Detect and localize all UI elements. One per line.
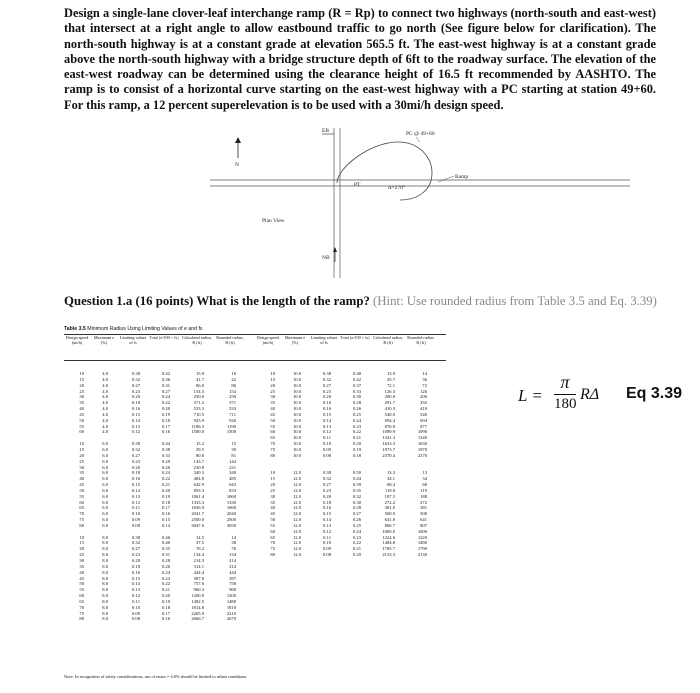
table-caption-title: Minimum Radius Using Limiting Values of e and fs <box>85 326 203 332</box>
ramp-pointer-line <box>438 176 454 182</box>
left-col-speed: 10 15 20 25 30 35 40 45 50 55 60 10 15 20 25 30 35 40 45 50 55 60 65 70 75 80 10 15 20 25 30 35 40 45 50 55 60 65 70 75 80 <box>79 371 84 622</box>
left-col-fs: 0.38 0.32 0.27 0.23 0.20 0.18 0.16 0.15 0.14 0.13 0.12 0.38 0.32 0.27 0.23 0.20 0.18 0.16 0.15 0.14 0.13 0.12 0.11 0.10 0.09 0.08 0.38 0.32 0.27 0.23 0.20 0.18 0.16 0.15 0.14 0.13 0.12 0.11 0.10 0.09 0.08 <box>131 371 140 622</box>
header-rounded-radius-2: Rounded radius, R (ft) <box>407 335 435 345</box>
header-total-2: Total (e/100 + fs) <box>340 335 370 340</box>
equation-3-39 <box>518 372 683 422</box>
question-heading <box>64 294 657 309</box>
north-label: N <box>235 162 239 168</box>
formula-pi: π <box>560 372 570 392</box>
ramp-label: Ramp <box>455 174 469 180</box>
header-limiting-fs: Limiting values of fs <box>119 335 147 345</box>
formula-lhs: L = <box>518 386 543 405</box>
table-3-5 <box>64 326 446 686</box>
left-col-calc: 15.9 41.7 86.0 154.3 250.0 371.2 533.3 710.5 925.9 1186.3 1500.0 15.2 39.5 80.8 143.7 230.8 340.3 484.8 642.9 833.3 1061.4 1333.3 1656.9 2041.7 2500.0 3047.6 14.5 37.5 76.2 134.4 214.3 314.1 444.4 587.0 757.6 960.3 1200.0 1482.5 1814.8 2205.9 2666.7 <box>191 371 204 622</box>
left-col-e: 4.0 4.0 4.0 4.0 4.0 4.0 4.0 4.0 4.0 4.0 4.0 6.0 6.0 6.0 6.0 6.0 6.0 6.0 6.0 6.0 6.0 6.0 6.0 6.0 6.0 6.0 8.0 8.0 8.0 8.0 8.0 8.0 8.0 8.0 8.0 8.0 8.0 8.0 8.0 8.0 8.0 <box>102 371 108 622</box>
header-design-speed: Design speed (mi/h) <box>65 335 89 345</box>
table-header-row <box>64 335 446 360</box>
left-col-rounded: 16 42 86 154 250 371 533 711 926 1190 1500 15 39 81 144 231 340 485 643 833 1060 1330 1660 2040 2500 3050 14 38 76 134 214 314 444 587 758 960 1200 1480 1810 2210 2670 <box>226 371 236 622</box>
problem-statement: Design a single-lane clover-leaf interchange ramp (R = Rp) to connect two highways (north-south and east-west) that intersect at a right angle to allow eastbound traffic to go north (See figure below for clarification). The north-south highway is at a constant grade at elevation 565.5 ft. The east-west highway is at a constant grade above the north-south highway with a bridge structure depth of 6ft to the roadway surface. The elevation of the east-west roadway can be determined using the clearance height of 16.5 ft recommended by AASHTO. The ramp is to consist of a horizontal curve starting on the east-west highway with a PC starting at station 49+60. For this ramp, a 12 percent superelevation is to be used with a 30mi/h design speed. <box>64 6 656 112</box>
header-total: Total (e/100 + fs) <box>149 335 179 340</box>
ramp-curve <box>337 142 432 200</box>
plan-view-diagram <box>210 128 630 278</box>
nb-arrow-head-icon <box>333 247 337 252</box>
right-col-e: 10.0 10.0 10.0 10.0 10.0 10.0 10.0 10.0 10.0 10.0 10.0 10.0 10.0 10.0 10.0 12.0 12.0 12.0 12.0 12.0 12.0 12.0 12.0 12.0 12.0 12.0 12.0 12.0 12.0 12.0 <box>292 371 301 558</box>
header-limiting-fs-2: Limiting values of fs <box>310 335 338 345</box>
left-col-total: 0.42 0.36 0.31 0.27 0.24 0.22 0.20 0.19 0.18 0.17 0.16 0.44 0.38 0.33 0.29 0.26 0.24 0.22 0.21 0.20 0.19 0.18 0.17 0.16 0.15 0.14 0.46 0.40 0.35 0.31 0.28 0.26 0.24 0.23 0.22 0.21 0.20 0.19 0.18 0.17 0.16 <box>161 371 170 622</box>
question-label: Question 1.a (16 points) <box>64 294 194 308</box>
formula-fraction <box>554 372 576 413</box>
formula-rhs: RΔ <box>580 386 600 403</box>
header-calc-radius-2: Calculated radius, R (ft) <box>372 335 404 345</box>
header-rounded-radius: Rounded radius, R (ft) <box>216 335 244 345</box>
pt-label: PT <box>354 182 361 188</box>
eb-label: EB <box>322 128 330 134</box>
table-footnote: Note: In recognition of safety considerations, use of emax = 4.0% should be limited to urban conditions. <box>64 674 248 679</box>
table-caption-number: Table 3.5 <box>64 326 86 332</box>
question-text: What is the length of the ramp? <box>193 294 370 308</box>
plan-view-caption: Plan View <box>262 218 285 224</box>
table-caption <box>64 326 446 334</box>
north-arrow-head-icon <box>235 137 241 143</box>
right-col-rounded: 14 36 72 126 200 292 410 540 694 877 1090 1340 1630 1970 2370 13 34 68 119 188 272 381 500 641 807 1000 1220 1480 1790 2130 <box>417 371 427 558</box>
header-max-e: Maximum e (%) <box>93 335 115 345</box>
header-max-e-2: Maximum e (%) <box>284 335 306 345</box>
right-col-fs: 0.38 0.32 0.27 0.23 0.20 0.18 0.16 0.15 0.14 0.13 0.12 0.11 0.10 0.09 0.08 0.38 0.32 0.27 0.23 0.20 0.18 0.16 0.15 0.14 0.13 0.12 0.11 0.10 0.09 0.08 <box>322 371 331 558</box>
header-calc-radius: Calculated radius, R (ft) <box>181 335 213 345</box>
question-hint: (Hint: Use rounded radius from Table 3.5 and Eq. 3.39) <box>369 294 657 308</box>
right-col-total: 0.48 0.42 0.37 0.33 0.30 0.28 0.26 0.25 0.24 0.23 0.22 0.21 0.20 0.19 0.18 0.50 0.44 0.39 0.35 0.32 0.30 0.28 0.27 0.26 0.25 0.24 0.23 0.22 0.21 0.20 <box>352 371 361 558</box>
pc-label: PC @ 49+60 <box>406 131 435 137</box>
formula-label: Eq 3.39 <box>626 385 683 402</box>
formula-denominator: 180 <box>554 396 577 412</box>
right-col-speed: 10 15 20 25 30 35 40 45 50 55 60 65 70 75 80 10 15 20 25 30 35 40 45 50 55 60 65 70 75 80 <box>270 371 275 558</box>
nb-label: NB <box>322 255 330 261</box>
delta-label: Δ=270° <box>388 185 406 191</box>
header-design-speed-2: Design speed (mi/h) <box>256 335 280 345</box>
right-col-calc: 13.9 35.7 72.1 126.3 200.0 291.7 410.3 540.0 694.4 876.8 1090.9 1341.3 1633.3 1973.7 2370.4 13.3 34.1 68.4 119.0 187.5 272.2 381.0 500.0 641.0 806.7 1000.0 1224.6 1484.8 1785.7 2133.3 <box>382 371 395 558</box>
